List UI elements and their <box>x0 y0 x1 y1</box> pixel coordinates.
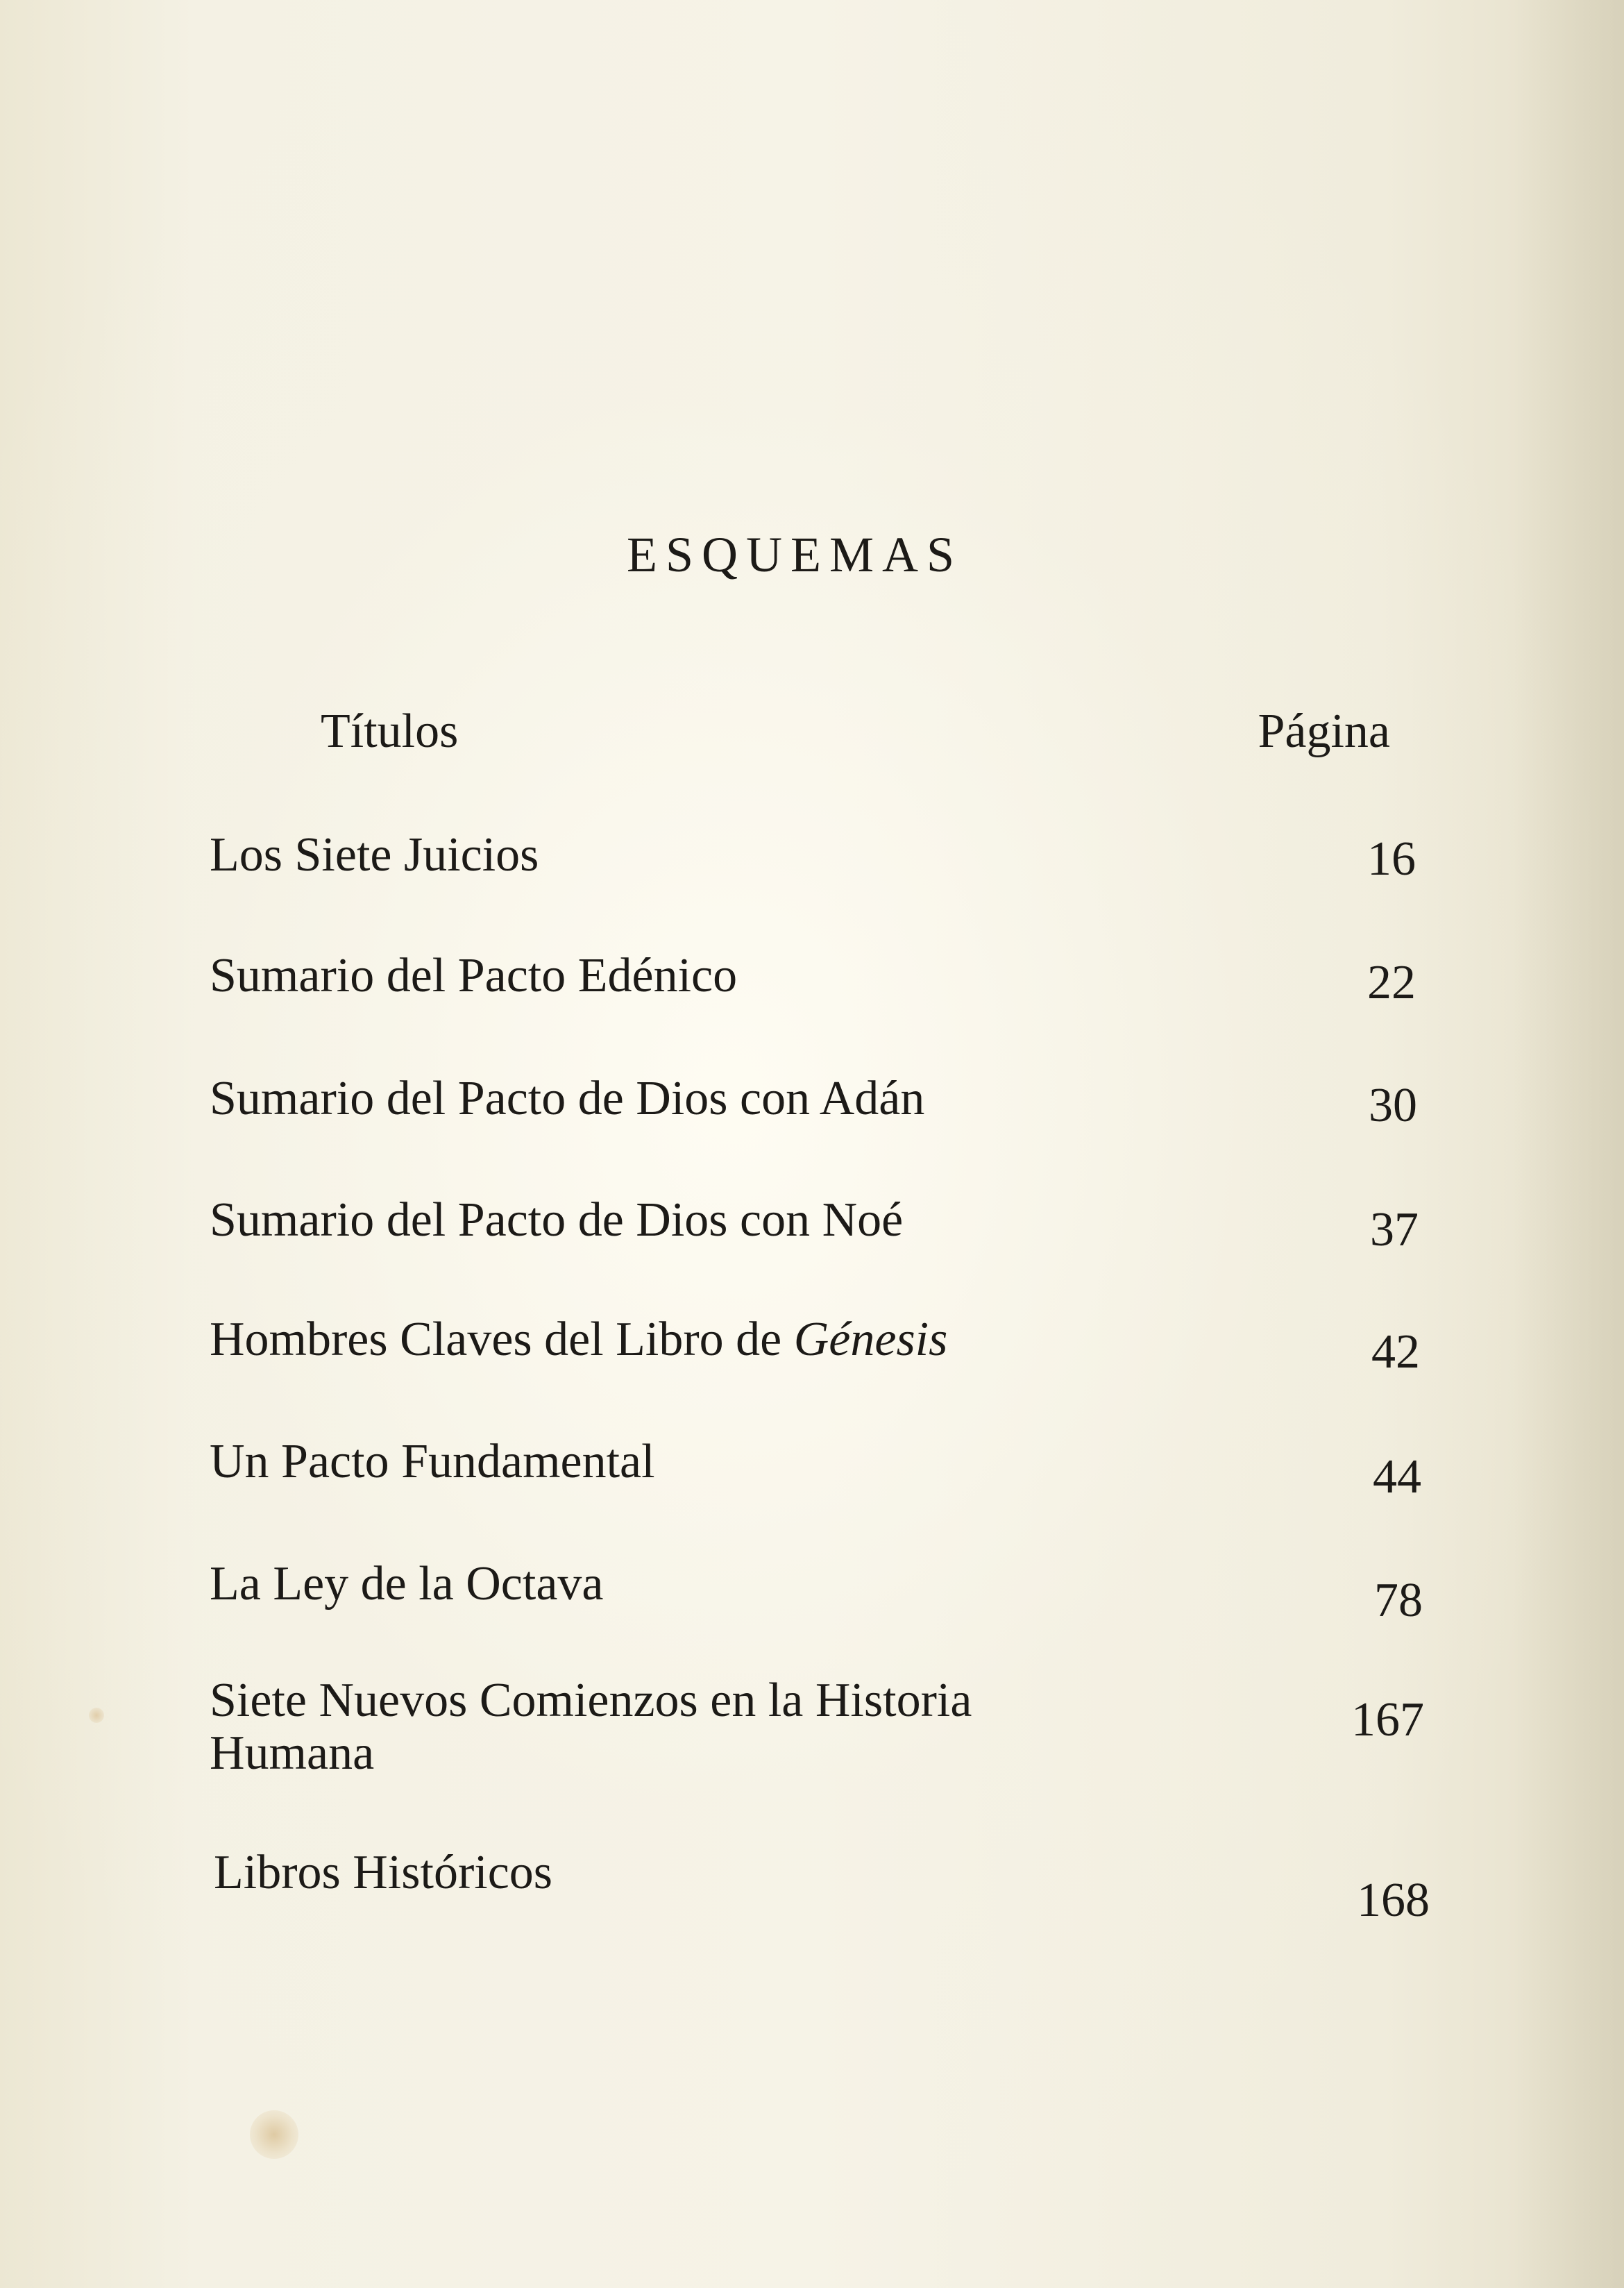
paper-speck <box>89 1708 104 1723</box>
toc-entry-title-line2: Humana <box>210 1726 375 1780</box>
toc-entry-page: 37 <box>1370 1203 1419 1256</box>
toc-entry-page: 78 <box>1374 1574 1423 1627</box>
toc-entry-page: 168 <box>1357 1874 1430 1927</box>
toc-entry-page: 44 <box>1373 1450 1421 1504</box>
toc-entry-title: Los Siete Juicios <box>210 828 539 882</box>
toc-entry-title: La Ley de la Octava <box>210 1557 604 1610</box>
toc-entry-title: Un Pacto Fundamental <box>210 1435 655 1488</box>
toc-entry-title: Libros Históricos <box>214 1846 553 1899</box>
toc-entry-title <box>210 1313 1126 1366</box>
toc-entry-page: 16 <box>1367 832 1416 886</box>
toc-entry-title: Sumario del Pacto de Dios con Adán <box>210 1072 925 1125</box>
column-header-titles: Títulos <box>321 705 459 758</box>
toc-entry-title <box>210 1674 1126 1780</box>
toc-entry-page: 22 <box>1367 956 1416 1009</box>
toc-entry-page: 42 <box>1371 1325 1420 1379</box>
column-header-page: Página <box>1258 705 1390 758</box>
toc-entry-title: Sumario del Pacto Edénico <box>210 949 738 1002</box>
paper-stain <box>250 2110 298 2159</box>
page-edge-shadow <box>1513 0 1624 2288</box>
toc-entry-page: 30 <box>1369 1079 1417 1132</box>
toc-entry-title-line1: Siete Nuevos Comienzos en la Historia <box>210 1674 972 1727</box>
toc-entry-title-italic: Génesis <box>793 1313 948 1366</box>
page-heading: ESQUEMAS <box>626 527 963 582</box>
toc-entry-title: Sumario del Pacto de Dios con Noé <box>210 1193 904 1247</box>
toc-entry-page: 167 <box>1351 1693 1424 1747</box>
toc-entry-title-text: Hombres Claves del Libro de <box>210 1313 782 1366</box>
